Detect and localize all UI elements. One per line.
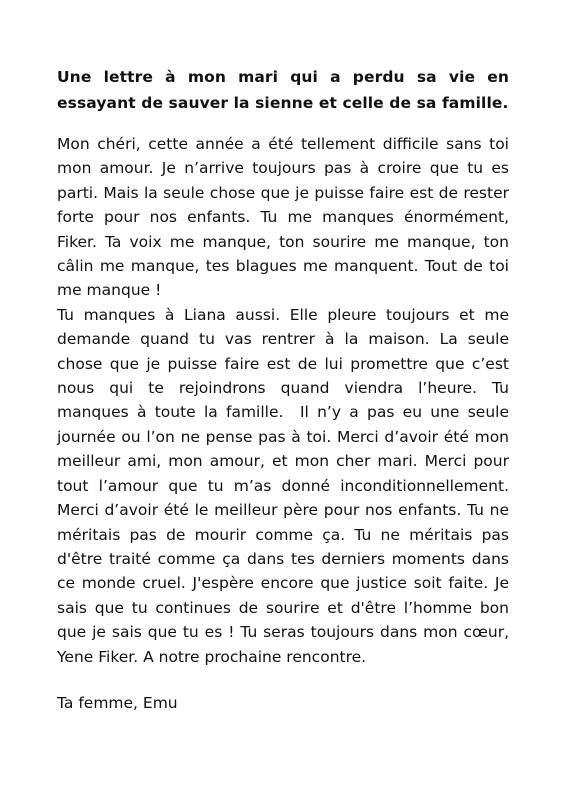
letter-page: [57, 64, 514, 715]
letter-paragraph-2: Tu manques à Liana aussi. Elle pleure toujours et me demande quand tu vas rentrer à la maison. La seule chose que je puisse faire est de lui promettre que c’est nous qui te rejoindrons quand viendra l’heure. Tu manques à toute la famille. Il n’y a pas eu une seule journée ou l’on ne pense pas à toi. Merci d’avoir été mon meilleur ami, mon amour, et mon cher mari. Merci pour tout l’amour que tu m’as donné inconditionnellement. Merci d’avoir été le meilleur père pour nos enfants. Tu ne méritais pas de mourir comme ça. Tu ne méritais pas d'être traité comme ça dans tes derniers moments dans ce monde cruel. J'espère encore que justice soit faite. Je sais que tu continues de sourire et d'être l’homme bon que je sais que tu es ! Tu seras toujours dans mon cœur, Yene Fiker. A notre prochaine rencontre.: [57, 305, 514, 666]
letter-paragraph-1: Mon chéri, cette année a été tellement difficile sans toi mon amour. Je n’arrive toujours pas à croire que tu es parti. Mais la seule chose que je puisse faire est de rester forte pour nos enfants. Tu me manques énormément, Fiker. Ta voix me manque, ton sourire me manque, ton câlin me manque, tes blagues me manquent. Tout de toi me manque !: [57, 135, 514, 300]
letter-signature: Ta femme, Emu: [57, 693, 178, 712]
letter-title: Une lettre à mon mari qui a perdu sa vie en essayant de sauver la sienne et celle de sa famille.: [57, 68, 509, 112]
